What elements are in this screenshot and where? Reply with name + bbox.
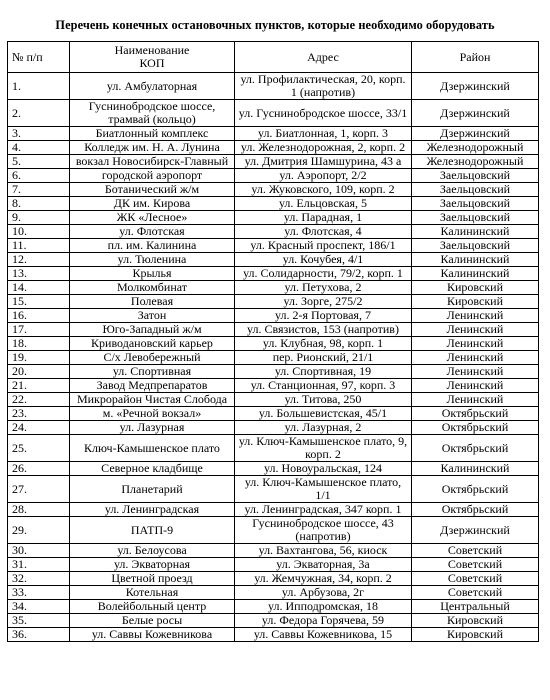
stop-address: ул. Биатлонная, 1, корп. 3 (235, 127, 412, 141)
table-row (8, 225, 539, 239)
stop-address: ул. Жемчужная, 34, корп. 2 (235, 572, 412, 586)
table-row (8, 544, 539, 558)
table-row (8, 517, 539, 544)
stop-address: ул. Титова, 250 (235, 393, 412, 407)
stop-name: Цветной проезд (70, 572, 235, 586)
row-number: 5. (8, 155, 70, 169)
row-number: 35. (8, 614, 70, 628)
table-row (8, 253, 539, 267)
stop-district: Железнодорожный (412, 155, 539, 169)
stop-district: Ленинский (412, 351, 539, 365)
stop-address: ул. Спортивная, 19 (235, 365, 412, 379)
stop-address: пер. Рионский, 21/1 (235, 351, 412, 365)
table-row (8, 393, 539, 407)
table-row (8, 323, 539, 337)
stop-district: Кировский (412, 281, 539, 295)
table-row (8, 379, 539, 393)
header-name (70, 42, 235, 73)
stop-district: Советский (412, 572, 539, 586)
table-row (8, 155, 539, 169)
stops-table (7, 41, 539, 642)
stop-district: Ленинский (412, 337, 539, 351)
row-number: 18. (8, 337, 70, 351)
stop-district: Заельцовский (412, 183, 539, 197)
stop-address: ул. Гуснинобродское шоссе, 33/1 (235, 100, 412, 127)
stop-name: ул. Саввы Кожевникова (70, 628, 235, 642)
stop-name: Завод Медпрепаратов (70, 379, 235, 393)
stop-address: ул. Солидарности, 79/2, корп. 1 (235, 267, 412, 281)
stop-name: Волейбольный центр (70, 600, 235, 614)
row-number: 2. (8, 100, 70, 127)
stop-name: Ботанический ж/м (70, 183, 235, 197)
stop-address: ул. Профилактическая, 20, корп. 1 (напротив) (235, 73, 412, 100)
row-number: 26. (8, 462, 70, 476)
stop-name: вокзал Новосибирск-Главный (70, 155, 235, 169)
stop-district: Октябрьский (412, 421, 539, 435)
stop-name: ул. Белоусова (70, 544, 235, 558)
table-row (8, 309, 539, 323)
table-row (8, 197, 539, 211)
row-number: 8. (8, 197, 70, 211)
table-row (8, 239, 539, 253)
stop-address: ул. Клубная, 98, корп. 1 (235, 337, 412, 351)
stop-name: городской аэропорт (70, 169, 235, 183)
header-name-line2: КОП (139, 56, 165, 70)
row-number: 30. (8, 544, 70, 558)
row-number: 7. (8, 183, 70, 197)
document-title: Перечень конечных остановочных пунктов, которые необходимо оборудовать (55, 18, 495, 32)
table-row (8, 365, 539, 379)
stop-district: Дзержинский (412, 73, 539, 100)
stop-address: ул. Ипподромская, 18 (235, 600, 412, 614)
stop-address: ул. Вахтангова, 56, киоск (235, 544, 412, 558)
stop-address: ул. Большевистская, 45/1 (235, 407, 412, 421)
stop-address: ул. Ленинградская, 347 корп. 1 (235, 503, 412, 517)
stop-name: ПАТП-9 (70, 517, 235, 544)
stop-address: ул. Железнодорожная, 2, корп. 2 (235, 141, 412, 155)
table-row (8, 572, 539, 586)
stop-district: Ленинский (412, 393, 539, 407)
stop-district: Ленинский (412, 365, 539, 379)
stop-name: Полевая (70, 295, 235, 309)
table-row (8, 421, 539, 435)
row-number: 13. (8, 267, 70, 281)
stop-name: Криводановский карьер (70, 337, 235, 351)
row-number: 12. (8, 253, 70, 267)
stop-address: ул. Жуковского, 109, корп. 2 (235, 183, 412, 197)
stop-address: ул. Аэропорт, 2/2 (235, 169, 412, 183)
row-number: 36. (8, 628, 70, 642)
stop-name: ЖК «Лесное» (70, 211, 235, 225)
stop-address: ул. Новоуральская, 124 (235, 462, 412, 476)
stop-address: ул. Красный проспект, 186/1 (235, 239, 412, 253)
stop-district: Октябрьский (412, 476, 539, 503)
stop-address: ул. Парадная, 1 (235, 211, 412, 225)
stop-district: Ленинский (412, 379, 539, 393)
stop-name: ул. Лазурная (70, 421, 235, 435)
table-row (8, 183, 539, 197)
stop-address: ул. Флотская, 4 (235, 225, 412, 239)
stop-district: Центральный (412, 600, 539, 614)
row-number: 33. (8, 586, 70, 600)
stop-address: ул. Кочубея, 4/1 (235, 253, 412, 267)
stop-name: ул. Экваторная (70, 558, 235, 572)
stop-address: ул. Петухова, 2 (235, 281, 412, 295)
stop-district: Калининский (412, 225, 539, 239)
row-number: 10. (8, 225, 70, 239)
table-row (8, 169, 539, 183)
stop-district: Кировский (412, 614, 539, 628)
table-row (8, 73, 539, 100)
table-row (8, 100, 539, 127)
row-number: 11. (8, 239, 70, 253)
stop-name: ул. Амбулаторная (70, 73, 235, 100)
table-row (8, 127, 539, 141)
row-number: 19. (8, 351, 70, 365)
stop-district: Советский (412, 558, 539, 572)
stop-district: Дзержинский (412, 100, 539, 127)
row-number: 21. (8, 379, 70, 393)
header-district: Район (412, 42, 539, 73)
stop-district: Заельцовский (412, 169, 539, 183)
row-number: 1. (8, 73, 70, 100)
row-number: 4. (8, 141, 70, 155)
stop-address: ул. 2-я Портовая, 7 (235, 309, 412, 323)
table-row (8, 141, 539, 155)
stop-name: Северное кладбище (70, 462, 235, 476)
header-num: № п/п (8, 42, 70, 73)
table-row (8, 462, 539, 476)
stop-address: ул. Дмитрия Шамшурина, 43 а (235, 155, 412, 169)
stop-district: Кировский (412, 295, 539, 309)
table-row (8, 614, 539, 628)
row-number: 20. (8, 365, 70, 379)
stop-address: ул. Зорге, 275/2 (235, 295, 412, 309)
header-address: Адрес (235, 42, 412, 73)
row-number: 28. (8, 503, 70, 517)
stop-name: Затон (70, 309, 235, 323)
row-number: 27. (8, 476, 70, 503)
stop-district: Советский (412, 586, 539, 600)
table-row (8, 600, 539, 614)
table-row (8, 503, 539, 517)
row-number: 23. (8, 407, 70, 421)
stop-name: Планетарий (70, 476, 235, 503)
row-number: 24. (8, 421, 70, 435)
stop-name: ул. Тюленина (70, 253, 235, 267)
stop-name: Белые росы (70, 614, 235, 628)
table-row (8, 281, 539, 295)
table-row (8, 267, 539, 281)
stop-district: Заельцовский (412, 211, 539, 225)
stop-name: м. «Речной вокзал» (70, 407, 235, 421)
stop-name: Микрорайон Чистая Слобода (70, 393, 235, 407)
stop-name: Ключ-Камышенское плато (70, 435, 235, 462)
row-number: 9. (8, 211, 70, 225)
stop-address: ул. Связистов, 153 (напротив) (235, 323, 412, 337)
stop-district: Октябрьский (412, 435, 539, 462)
table-row (8, 211, 539, 225)
row-number: 15. (8, 295, 70, 309)
stop-district: Ленинский (412, 309, 539, 323)
stop-name: Биатлонный комплекс (70, 127, 235, 141)
stop-address: ул. Арбузова, 2г (235, 586, 412, 600)
stop-district: Калининский (412, 253, 539, 267)
stop-address: ул. Федора Горячева, 59 (235, 614, 412, 628)
stop-district: Железнодорожный (412, 141, 539, 155)
stop-district: Октябрьский (412, 503, 539, 517)
row-number: 22. (8, 393, 70, 407)
stop-name: Котельная (70, 586, 235, 600)
row-number: 17. (8, 323, 70, 337)
row-number: 32. (8, 572, 70, 586)
stop-name: ДК им. Кирова (70, 197, 235, 211)
stop-name: Крылья (70, 267, 235, 281)
stop-name: С/х Левобережный (70, 351, 235, 365)
table-row (8, 295, 539, 309)
table-row (8, 586, 539, 600)
stop-district: Заельцовский (412, 197, 539, 211)
row-number: 14. (8, 281, 70, 295)
stop-address: ул. Саввы Кожевникова, 15 (235, 628, 412, 642)
row-number: 25. (8, 435, 70, 462)
table-row (8, 558, 539, 572)
stop-name: Колледж им. Н. А. Лунина (70, 141, 235, 155)
stop-name: Гуснинобродское шоссе, трамвай (кольцо) (70, 100, 235, 127)
stop-address: ул. Экваторная, 3а (235, 558, 412, 572)
row-number: 3. (8, 127, 70, 141)
header-name-line1: Наименование (114, 43, 190, 57)
stop-district: Дзержинский (412, 517, 539, 544)
stop-address: Гуснинобродское шоссе, 43 (напротив) (235, 517, 412, 544)
row-number: 31. (8, 558, 70, 572)
stop-district: Калининский (412, 267, 539, 281)
stop-address: ул. Станционная, 97, корп. 3 (235, 379, 412, 393)
stop-address: ул. Ключ-Камышенское плато, 9, корп. 2 (235, 435, 412, 462)
table-row (8, 351, 539, 365)
stop-address: ул. Ельцовская, 5 (235, 197, 412, 211)
stop-district: Дзержинский (412, 127, 539, 141)
table-row (8, 628, 539, 642)
row-number: 6. (8, 169, 70, 183)
stop-name: ул. Флотская (70, 225, 235, 239)
row-number: 29. (8, 517, 70, 544)
stop-district: Ленинский (412, 323, 539, 337)
row-number: 16. (8, 309, 70, 323)
table-row (8, 337, 539, 351)
stop-district: Советский (412, 544, 539, 558)
stop-address: ул. Лазурная, 2 (235, 421, 412, 435)
table-header-row (8, 42, 539, 73)
table-row (8, 476, 539, 503)
table-row (8, 435, 539, 462)
table-row (8, 407, 539, 421)
row-number: 34. (8, 600, 70, 614)
stop-name: ул. Спортивная (70, 365, 235, 379)
stop-name: ул. Ленинградская (70, 503, 235, 517)
stop-district: Заельцовский (412, 239, 539, 253)
stop-name: Молкомбинат (70, 281, 235, 295)
stop-district: Калининский (412, 462, 539, 476)
stop-district: Кировский (412, 628, 539, 642)
stop-district: Октябрьский (412, 407, 539, 421)
stop-address: ул. Ключ-Камышенское плато, 1/1 (235, 476, 412, 503)
stop-name: Юго-Западный ж/м (70, 323, 235, 337)
stop-name: пл. им. Калинина (70, 239, 235, 253)
